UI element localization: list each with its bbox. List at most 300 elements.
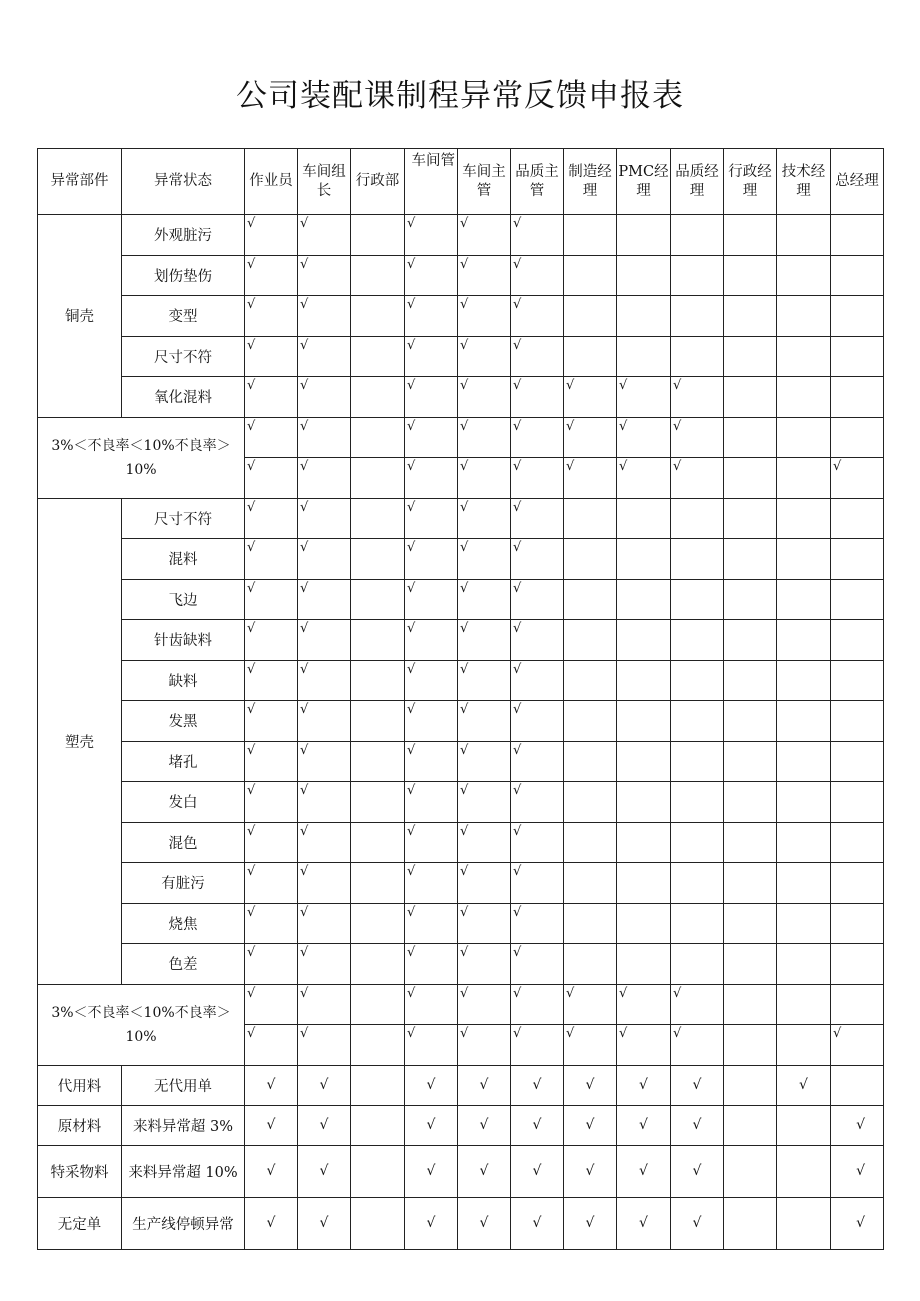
approval-check: √: [671, 1197, 724, 1249]
approval-empty: [564, 539, 617, 580]
approval-empty: [724, 458, 777, 499]
approval-check: √: [298, 539, 351, 580]
approval-check: √: [511, 620, 564, 661]
approval-check: √: [671, 1145, 724, 1197]
approval-check: √: [777, 1065, 831, 1105]
approval-check: √: [298, 782, 351, 823]
approval-check: √: [617, 417, 671, 458]
header-cell: 总经理: [831, 149, 884, 215]
table-row: [38, 863, 884, 904]
approval-check: √: [298, 660, 351, 701]
table-row: [38, 1145, 884, 1197]
approval-empty: [671, 296, 724, 337]
approval-empty: [777, 215, 831, 256]
header-cell: 行政经理: [724, 149, 777, 215]
table-row: [38, 822, 884, 863]
approval-empty: [671, 215, 724, 256]
approval-empty: [671, 863, 724, 904]
approval-empty: [617, 863, 671, 904]
defect-rate-cell: 3%＜不良率＜10%不良率＞10%: [38, 984, 245, 1065]
approval-check: √: [671, 1065, 724, 1105]
approval-empty: [831, 660, 884, 701]
status-cell: 生产线停顿异常: [122, 1197, 245, 1249]
approval-empty: [564, 822, 617, 863]
approval-check: √: [405, 255, 458, 296]
approval-empty: [777, 822, 831, 863]
approval-empty: [671, 822, 724, 863]
approval-check: √: [511, 1025, 564, 1066]
approval-check: √: [245, 701, 298, 742]
approval-check: √: [405, 498, 458, 539]
approval-empty: [724, 984, 777, 1025]
approval-empty: [724, 741, 777, 782]
status-cell: 混料: [122, 539, 245, 580]
approval-empty: [724, 903, 777, 944]
approval-check: √: [405, 1025, 458, 1066]
approval-check: √: [511, 782, 564, 823]
table-row: [38, 579, 884, 620]
approval-empty: [617, 660, 671, 701]
part-cell: 塑壳: [38, 498, 122, 984]
approval-empty: [777, 660, 831, 701]
approval-empty: [351, 215, 405, 256]
approval-check: √: [458, 822, 511, 863]
approval-check: √: [511, 336, 564, 377]
approval-check: √: [405, 377, 458, 418]
approval-empty: [351, 701, 405, 742]
approval-check: √: [511, 377, 564, 418]
approval-empty: [724, 701, 777, 742]
approval-empty: [617, 822, 671, 863]
header-cell: 异常部件: [38, 149, 122, 215]
header-cell: PMC经理: [617, 149, 671, 215]
approval-empty: [777, 417, 831, 458]
approval-empty: [617, 539, 671, 580]
approval-empty: [564, 255, 617, 296]
approval-empty: [351, 336, 405, 377]
approval-check: √: [458, 1065, 511, 1105]
approval-empty: [831, 417, 884, 458]
part-cell: 无定单: [38, 1197, 122, 1249]
approval-empty: [724, 1065, 777, 1105]
approval-check: √: [405, 1145, 458, 1197]
approval-check: √: [458, 296, 511, 337]
approval-empty: [564, 660, 617, 701]
approval-empty: [564, 741, 617, 782]
approval-empty: [671, 539, 724, 580]
approval-empty: [671, 336, 724, 377]
approval-check: √: [245, 863, 298, 904]
approval-empty: [564, 863, 617, 904]
approval-check: √: [458, 417, 511, 458]
status-cell: 无代用单: [122, 1065, 245, 1105]
approval-empty: [724, 539, 777, 580]
approval-check: √: [405, 863, 458, 904]
header-row: [38, 149, 884, 215]
approval-check: √: [245, 458, 298, 499]
table-row: [38, 255, 884, 296]
approval-check: √: [298, 1065, 351, 1105]
approval-empty: [777, 377, 831, 418]
approval-empty: [351, 255, 405, 296]
approval-check: √: [405, 984, 458, 1025]
approval-empty: [831, 215, 884, 256]
approval-empty: [671, 620, 724, 661]
approval-check: √: [245, 944, 298, 985]
table-row: [38, 539, 884, 580]
header-cell: 技术经理: [777, 149, 831, 215]
approval-empty: [831, 701, 884, 742]
approval-empty: [564, 944, 617, 985]
approval-check: √: [564, 1105, 617, 1145]
part-cell: 原材料: [38, 1105, 122, 1145]
table-row: [38, 944, 884, 985]
approval-check: √: [458, 377, 511, 418]
approval-check: √: [511, 539, 564, 580]
approval-empty: [724, 620, 777, 661]
approval-check: √: [511, 458, 564, 499]
approval-check: √: [245, 296, 298, 337]
approval-check: √: [564, 377, 617, 418]
approval-empty: [351, 1065, 405, 1105]
approval-empty: [564, 620, 617, 661]
approval-check: √: [458, 336, 511, 377]
approval-empty: [724, 377, 777, 418]
approval-empty: [671, 701, 724, 742]
approval-empty: [724, 417, 777, 458]
approval-empty: [831, 782, 884, 823]
approval-check: √: [245, 1197, 298, 1249]
approval-check: √: [245, 660, 298, 701]
approval-empty: [617, 296, 671, 337]
approval-check: √: [458, 1105, 511, 1145]
status-cell: 飞边: [122, 579, 245, 620]
approval-empty: [564, 215, 617, 256]
approval-check: √: [298, 336, 351, 377]
approval-check: √: [564, 984, 617, 1025]
table-row: [38, 215, 884, 256]
approval-check: √: [511, 215, 564, 256]
approval-empty: [617, 336, 671, 377]
approval-empty: [831, 336, 884, 377]
approval-empty: [777, 1145, 831, 1197]
approval-check: √: [245, 1105, 298, 1145]
status-cell: 来料异常超 3%: [122, 1105, 245, 1145]
approval-empty: [777, 701, 831, 742]
approval-check: √: [511, 903, 564, 944]
approval-empty: [724, 822, 777, 863]
approval-empty: [724, 782, 777, 823]
status-cell: 尺寸不符: [122, 498, 245, 539]
header-cell: 品质主管: [511, 149, 564, 215]
header-cell: 车间主管: [458, 149, 511, 215]
approval-check: √: [405, 741, 458, 782]
status-cell: 发白: [122, 782, 245, 823]
approval-check: √: [564, 1197, 617, 1249]
status-cell: 色差: [122, 944, 245, 985]
approval-check: √: [405, 944, 458, 985]
approval-check: √: [405, 1105, 458, 1145]
approval-check: √: [511, 579, 564, 620]
approval-check: √: [245, 1065, 298, 1105]
approval-check: √: [298, 1025, 351, 1066]
header-cell: 车间组长: [298, 149, 351, 215]
approval-check: √: [458, 903, 511, 944]
status-cell: 缺料: [122, 660, 245, 701]
approval-empty: [564, 498, 617, 539]
approval-empty: [777, 620, 831, 661]
approval-empty: [564, 701, 617, 742]
approval-empty: [617, 215, 671, 256]
table-row: [38, 417, 884, 458]
approval-check: √: [405, 417, 458, 458]
approval-empty: [351, 1025, 405, 1066]
approval-check: √: [405, 296, 458, 337]
approval-check: √: [458, 1197, 511, 1249]
approval-empty: [617, 701, 671, 742]
approval-empty: [831, 296, 884, 337]
approval-empty: [351, 579, 405, 620]
approval-empty: [351, 1105, 405, 1145]
approval-check: √: [458, 579, 511, 620]
approval-check: √: [511, 822, 564, 863]
header-cell: 行政部: [351, 149, 405, 215]
approval-empty: [351, 660, 405, 701]
approval-empty: [724, 1197, 777, 1249]
approval-check: √: [245, 822, 298, 863]
approval-check: √: [511, 417, 564, 458]
approval-check: √: [831, 1197, 884, 1249]
approval-empty: [777, 1105, 831, 1145]
approval-check: √: [298, 944, 351, 985]
approval-empty: [831, 1065, 884, 1105]
status-cell: 有脏污: [122, 863, 245, 904]
approval-check: √: [831, 1025, 884, 1066]
approval-empty: [724, 1105, 777, 1145]
approval-check: √: [245, 579, 298, 620]
approval-check: √: [245, 377, 298, 418]
header-cell: 品质经理: [671, 149, 724, 215]
approval-check: √: [405, 336, 458, 377]
approval-check: √: [298, 822, 351, 863]
approval-check: √: [298, 215, 351, 256]
approval-empty: [351, 741, 405, 782]
status-cell: 发黑: [122, 701, 245, 742]
approval-check: √: [511, 944, 564, 985]
approval-check: √: [617, 458, 671, 499]
approval-empty: [671, 741, 724, 782]
approval-empty: [777, 741, 831, 782]
approval-check: √: [298, 903, 351, 944]
approval-empty: [617, 741, 671, 782]
approval-check: √: [458, 741, 511, 782]
approval-matrix-table: [37, 148, 884, 1250]
page-title: 公司装配课制程异常反馈申报表: [236, 78, 684, 114]
approval-check: √: [405, 458, 458, 499]
table-row: [38, 620, 884, 661]
approval-check: √: [405, 1197, 458, 1249]
approval-check: √: [298, 377, 351, 418]
approval-empty: [831, 984, 884, 1025]
approval-empty: [777, 903, 831, 944]
approval-check: √: [511, 863, 564, 904]
approval-check: √: [405, 539, 458, 580]
approval-empty: [351, 944, 405, 985]
approval-empty: [777, 579, 831, 620]
approval-empty: [831, 741, 884, 782]
table-row: [38, 782, 884, 823]
approval-check: √: [245, 620, 298, 661]
approval-check: √: [458, 498, 511, 539]
approval-check: √: [831, 458, 884, 499]
table-row: [38, 741, 884, 782]
approval-check: √: [298, 620, 351, 661]
status-cell: 堵孔: [122, 741, 245, 782]
approval-check: √: [405, 579, 458, 620]
approval-empty: [777, 498, 831, 539]
approval-check: √: [245, 417, 298, 458]
approval-empty: [351, 1145, 405, 1197]
approval-check: √: [831, 1105, 884, 1145]
approval-check: √: [458, 458, 511, 499]
approval-empty: [671, 944, 724, 985]
approval-empty: [351, 417, 405, 458]
approval-check: √: [458, 984, 511, 1025]
approval-empty: [724, 296, 777, 337]
approval-check: √: [617, 1105, 671, 1145]
approval-check: √: [617, 377, 671, 418]
approval-check: √: [298, 1145, 351, 1197]
approval-empty: [617, 255, 671, 296]
approval-empty: [831, 579, 884, 620]
approval-check: √: [245, 336, 298, 377]
approval-empty: [671, 782, 724, 823]
approval-check: √: [458, 1025, 511, 1066]
approval-empty: [831, 377, 884, 418]
approval-check: √: [245, 1145, 298, 1197]
table-row: [38, 377, 884, 418]
approval-check: √: [458, 863, 511, 904]
approval-check: √: [245, 903, 298, 944]
approval-check: √: [298, 417, 351, 458]
approval-check: √: [298, 458, 351, 499]
approval-check: √: [458, 701, 511, 742]
part-cell: 代用料: [38, 1065, 122, 1105]
approval-check: √: [617, 984, 671, 1025]
approval-check: √: [511, 984, 564, 1025]
approval-check: √: [511, 1065, 564, 1105]
approval-check: √: [617, 1145, 671, 1197]
header-cell: 作业员: [245, 149, 298, 215]
approval-empty: [831, 498, 884, 539]
approval-empty: [777, 1197, 831, 1249]
approval-empty: [777, 984, 831, 1025]
approval-check: √: [458, 255, 511, 296]
approval-empty: [671, 660, 724, 701]
approval-check: √: [671, 417, 724, 458]
status-cell: 变型: [122, 296, 245, 337]
defect-rate-cell: 3%＜不良率＜10%不良率＞10%: [38, 417, 245, 498]
approval-check: √: [298, 255, 351, 296]
part-cell: 铜壳: [38, 215, 122, 418]
approval-empty: [724, 336, 777, 377]
approval-check: √: [511, 701, 564, 742]
approval-empty: [724, 1145, 777, 1197]
approval-check: √: [405, 215, 458, 256]
approval-empty: [351, 863, 405, 904]
approval-empty: [564, 579, 617, 620]
approval-empty: [777, 296, 831, 337]
approval-check: √: [298, 1105, 351, 1145]
header-cell: 制造经理: [564, 149, 617, 215]
table-row: [38, 660, 884, 701]
approval-check: √: [298, 296, 351, 337]
approval-check: √: [245, 539, 298, 580]
approval-empty: [831, 903, 884, 944]
approval-check: √: [405, 660, 458, 701]
approval-empty: [617, 579, 671, 620]
approval-empty: [617, 944, 671, 985]
approval-check: √: [617, 1197, 671, 1249]
approval-empty: [617, 782, 671, 823]
approval-check: √: [458, 620, 511, 661]
approval-empty: [564, 903, 617, 944]
approval-check: √: [405, 620, 458, 661]
approval-empty: [724, 255, 777, 296]
part-cell: 特采物料: [38, 1145, 122, 1197]
status-cell: 混色: [122, 822, 245, 863]
approval-empty: [564, 782, 617, 823]
approval-empty: [777, 863, 831, 904]
approval-empty: [724, 215, 777, 256]
status-cell: 氧化混料: [122, 377, 245, 418]
approval-empty: [777, 539, 831, 580]
approval-check: √: [405, 701, 458, 742]
table-row: [38, 296, 884, 337]
approval-check: √: [458, 782, 511, 823]
approval-check: √: [458, 1145, 511, 1197]
approval-empty: [671, 255, 724, 296]
approval-empty: [724, 1025, 777, 1066]
approval-empty: [671, 903, 724, 944]
approval-empty: [831, 255, 884, 296]
approval-empty: [724, 863, 777, 904]
status-cell: 烧焦: [122, 903, 245, 944]
approval-empty: [724, 579, 777, 620]
approval-empty: [777, 782, 831, 823]
approval-empty: [564, 296, 617, 337]
approval-check: √: [564, 458, 617, 499]
approval-check: √: [564, 417, 617, 458]
header-cell: 异常状态: [122, 149, 245, 215]
approval-empty: [777, 255, 831, 296]
status-cell: 来料异常超 10%: [122, 1145, 245, 1197]
approval-empty: [351, 782, 405, 823]
approval-empty: [831, 539, 884, 580]
approval-check: √: [671, 377, 724, 418]
header-cell: 车间管: [405, 149, 458, 215]
approval-empty: [831, 863, 884, 904]
approval-check: √: [511, 660, 564, 701]
approval-check: √: [245, 255, 298, 296]
approval-check: √: [405, 1065, 458, 1105]
table-row: [38, 1105, 884, 1145]
table-row: [38, 701, 884, 742]
approval-check: √: [245, 215, 298, 256]
approval-check: √: [298, 701, 351, 742]
approval-check: √: [671, 458, 724, 499]
approval-check: √: [298, 984, 351, 1025]
